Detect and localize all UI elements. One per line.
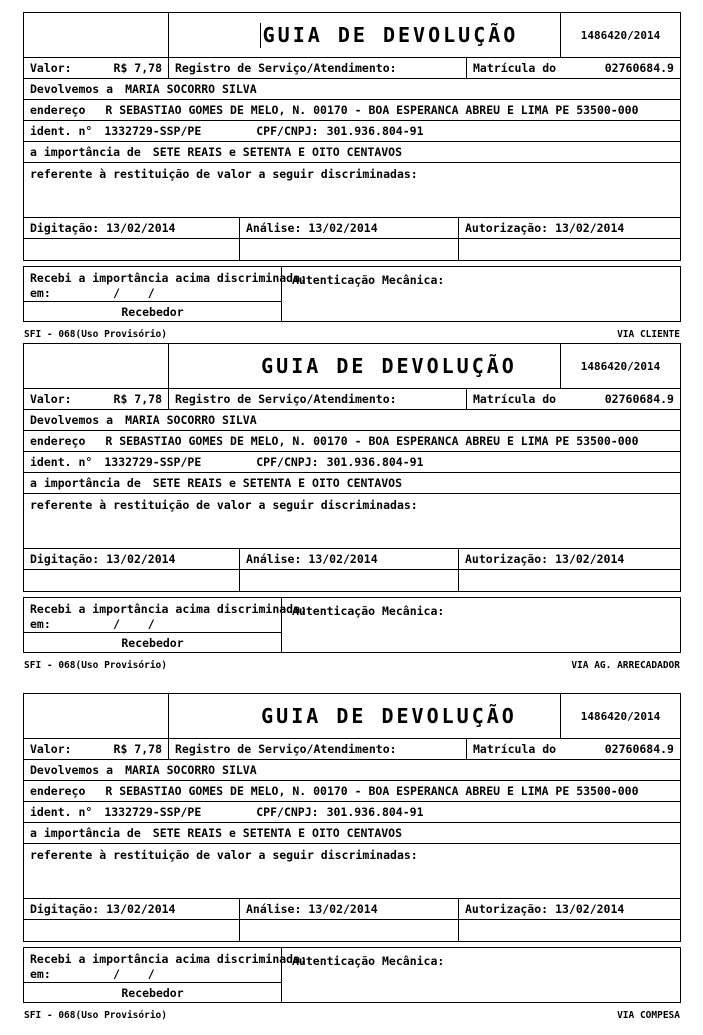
ident-cell [24,802,680,822]
importancia-row [24,823,680,844]
ident-label: ident. n° [30,455,93,469]
referente-row [24,163,680,218]
recebi-text [24,267,307,301]
analise-label: Análise: [246,552,302,566]
autenticacao-box [282,267,680,321]
empty-row [24,920,680,941]
autenticacao-label: Autenticação Mecânica: [292,604,445,618]
form-code-label: SFI - 068(Uso Provisório) [24,660,167,671]
empty-cell [458,920,680,941]
copy-footer [23,660,681,671]
empty-cell [458,570,680,591]
devolvemos-row [24,760,680,781]
text-cursor [260,23,261,48]
importancia-row [24,142,680,163]
recebi-line2: em: / / [30,967,155,981]
analise-label: Análise: [246,902,302,916]
copy-footer [23,329,681,340]
digitacao-label: Digitação: [30,902,100,916]
importancia-row [24,473,680,494]
endereco-label: endereço [30,434,86,448]
autorizacao-label: Autorização: [465,221,549,235]
cpf-value: 301.936.804-91 [326,805,424,819]
header-empty-cell [24,694,168,738]
valor-value: R$ 7,78 [113,61,162,75]
form-title: GUIA DE DEVOLUÇÃO [262,23,519,47]
referente-row [24,494,680,549]
guia-devolucao-copy-compesa [23,693,681,1021]
ident-row [24,121,680,142]
ident-value: 1332729-SSP/PE [104,455,202,469]
recebi-line2: em: / / [30,286,155,300]
valor-row [24,739,680,760]
autorizacao-label: Autorização: [465,552,549,566]
endereco-cell [24,781,680,801]
valor-cell [24,389,168,409]
endereco-cell [24,431,680,451]
autenticacao-box [282,948,680,1002]
empty-cell [24,239,239,260]
title-cell [168,694,560,738]
matricula-label: Matrícula do [473,392,557,406]
registro-label: Registro de Serviço/Atendimento: [175,392,397,406]
form-table [23,693,681,942]
cpf-label: CPF/CNPJ: [256,805,319,819]
recebi-block [23,947,681,1003]
valor-cell [24,58,168,78]
empty-cell [458,239,680,260]
valor-label: Valor: [30,61,72,75]
empty-row [24,570,680,591]
cpf-value: 301.936.804-91 [326,455,424,469]
recebi-line2: em: / / [30,617,155,631]
registro-cell [168,389,466,409]
registro-label: Registro de Serviço/Atendimento: [175,61,397,75]
referente-label: referente à restituição de valor a seguir discriminadas: [30,498,418,512]
valor-row [24,58,680,79]
autorizacao-label: Autorização: [465,902,549,916]
via-label: VIA COMPESA [617,1010,680,1021]
autorizacao-cell [458,899,680,919]
form-title: GUIA DE DEVOLUÇÃO [261,354,517,378]
referente-cell [24,163,680,217]
ident-value: 1332729-SSP/PE [104,805,202,819]
importancia-label: a importância de [30,476,141,490]
matricula-cell [466,58,680,78]
digitacao-value: 13/02/2014 [106,221,176,235]
header-row [24,694,680,739]
header-empty-cell [24,344,168,388]
autenticacao-label: Autenticação Mecânica: [292,273,445,287]
analise-cell [239,899,458,919]
importancia-value: SETE REAIS e SETENTA E OITO CENTAVOS [152,145,403,159]
guia-devolucao-copy-cliente [23,12,681,340]
recebedor-label: Recebedor [24,301,281,321]
autorizacao-value: 13/02/2014 [555,552,625,566]
form-code-label: SFI - 068(Uso Provisório) [24,329,167,340]
devolvemos-value: MARIA SOCORRO SILVA [125,763,257,777]
form-title: GUIA DE DEVOLUÇÃO [261,704,517,728]
recebi-line1: Recebi a importância acima discriminada: [30,602,307,616]
registro-cell [168,58,466,78]
referente-cell [24,844,680,898]
digitacao-label: Digitação: [30,552,100,566]
ident-label: ident. n° [30,805,93,819]
header-row [24,344,680,389]
empty-cell [239,239,458,260]
analise-label: Análise: [246,221,302,235]
matricula-label: Matrícula do [473,742,557,756]
devolvemos-label: Devolvemos a [30,82,114,96]
valor-value: R$ 7,78 [113,742,162,756]
importancia-label: a importância de [30,145,141,159]
copy-footer [23,1010,681,1021]
importancia-cell [24,142,680,162]
cpf-label: CPF/CNPJ: [256,455,319,469]
registro-label: Registro de Serviço/Atendimento: [175,742,397,756]
recebi-box [24,598,307,652]
cpf-label: CPF/CNPJ: [256,124,319,138]
form-code-label: SFI - 068(Uso Provisório) [24,1010,167,1021]
form-table [23,12,681,261]
importancia-cell [24,473,680,493]
autenticacao-label: Autenticação Mecânica: [292,954,445,968]
recebedor-label: Recebedor [24,632,281,652]
digitacao-label: Digitação: [30,221,100,235]
devolvemos-cell [24,79,680,99]
empty-cell [24,920,239,941]
recebi-block [23,266,681,322]
matricula-cell [466,389,680,409]
header-row [24,13,680,58]
ident-value: 1332729-SSP/PE [104,124,202,138]
matricula-cell [466,739,680,759]
autorizacao-value: 13/02/2014 [555,902,625,916]
endereco-label: endereço [30,103,86,117]
endereco-value: R SEBASTIAO GOMES DE MELO, N. 00170 - BOA ESPERANCA ABREU E LIMA PE 53500-000 [105,103,639,117]
matricula-label: Matrícula do [473,61,557,75]
endereco-row [24,431,680,452]
form-table [23,343,681,592]
valor-label: Valor: [30,392,72,406]
endereco-row [24,781,680,802]
ident-cell [24,452,680,472]
referente-row [24,844,680,899]
analise-value: 13/02/2014 [308,221,378,235]
valor-row [24,389,680,410]
digitacao-cell [24,549,239,569]
recebi-box [24,267,307,321]
via-label: VIA CLIENTE [617,329,680,340]
matricula-value: 02760684.9 [604,61,674,75]
document-number: 1486420/2014 [560,13,680,57]
devolvemos-value: MARIA SOCORRO SILVA [125,82,257,96]
analise-cell [239,218,458,238]
matricula-value: 02760684.9 [604,392,674,406]
autenticacao-box [282,598,680,652]
title-cell [168,13,560,57]
empty-cell [24,570,239,591]
valor-label: Valor: [30,742,72,756]
via-label: VIA AG. ARRECADADOR [571,660,680,671]
referente-label: referente à restituição de valor a seguir discriminadas: [30,848,418,862]
recebi-text [24,598,307,632]
recebedor-label: Recebedor [24,982,281,1002]
guia-devolucao-copy-arrecadador [23,343,681,671]
valor-value: R$ 7,78 [113,392,162,406]
document-number: 1486420/2014 [560,694,680,738]
dates-row [24,899,680,920]
endereco-value: R SEBASTIAO GOMES DE MELO, N. 00170 - BOA ESPERANCA ABREU E LIMA PE 53500-000 [105,434,639,448]
recebi-box [24,948,307,1002]
analise-cell [239,549,458,569]
autorizacao-value: 13/02/2014 [555,221,625,235]
importancia-value: SETE REAIS e SETENTA E OITO CENTAVOS [152,826,403,840]
autorizacao-cell [458,218,680,238]
digitacao-value: 13/02/2014 [106,552,176,566]
digitacao-value: 13/02/2014 [106,902,176,916]
importancia-label: a importância de [30,826,141,840]
dates-row [24,218,680,239]
devolvemos-cell [24,760,680,780]
ident-row [24,452,680,473]
endereco-row [24,100,680,121]
referente-label: referente à restituição de valor a seguir discriminadas: [30,167,418,181]
recebi-line1: Recebi a importância acima discriminada: [30,952,307,966]
referente-cell [24,494,680,548]
recebi-text [24,948,307,982]
title-cell [168,344,560,388]
digitacao-cell [24,218,239,238]
recebi-block [23,597,681,653]
autorizacao-cell [458,549,680,569]
digitacao-cell [24,899,239,919]
header-empty-cell [24,13,168,57]
valor-cell [24,739,168,759]
ident-cell [24,121,680,141]
endereco-value: R SEBASTIAO GOMES DE MELO, N. 00170 - BOA ESPERANCA ABREU E LIMA PE 53500-000 [105,784,639,798]
empty-row [24,239,680,260]
devolvemos-label: Devolvemos a [30,413,114,427]
cpf-value: 301.936.804-91 [326,124,424,138]
devolvemos-row [24,79,680,100]
registro-cell [168,739,466,759]
importancia-value: SETE REAIS e SETENTA E OITO CENTAVOS [152,476,403,490]
matricula-value: 02760684.9 [604,742,674,756]
devolvemos-label: Devolvemos a [30,763,114,777]
analise-value: 13/02/2014 [308,902,378,916]
devolvemos-row [24,410,680,431]
recebi-line1: Recebi a importância acima discriminada: [30,271,307,285]
analise-value: 13/02/2014 [308,552,378,566]
devolvemos-cell [24,410,680,430]
devolvemos-value: MARIA SOCORRO SILVA [125,413,257,427]
dates-row [24,549,680,570]
endereco-label: endereço [30,784,86,798]
document-number: 1486420/2014 [560,344,680,388]
ident-label: ident. n° [30,124,93,138]
empty-cell [239,570,458,591]
empty-cell [239,920,458,941]
importancia-cell [24,823,680,843]
ident-row [24,802,680,823]
endereco-cell [24,100,680,120]
